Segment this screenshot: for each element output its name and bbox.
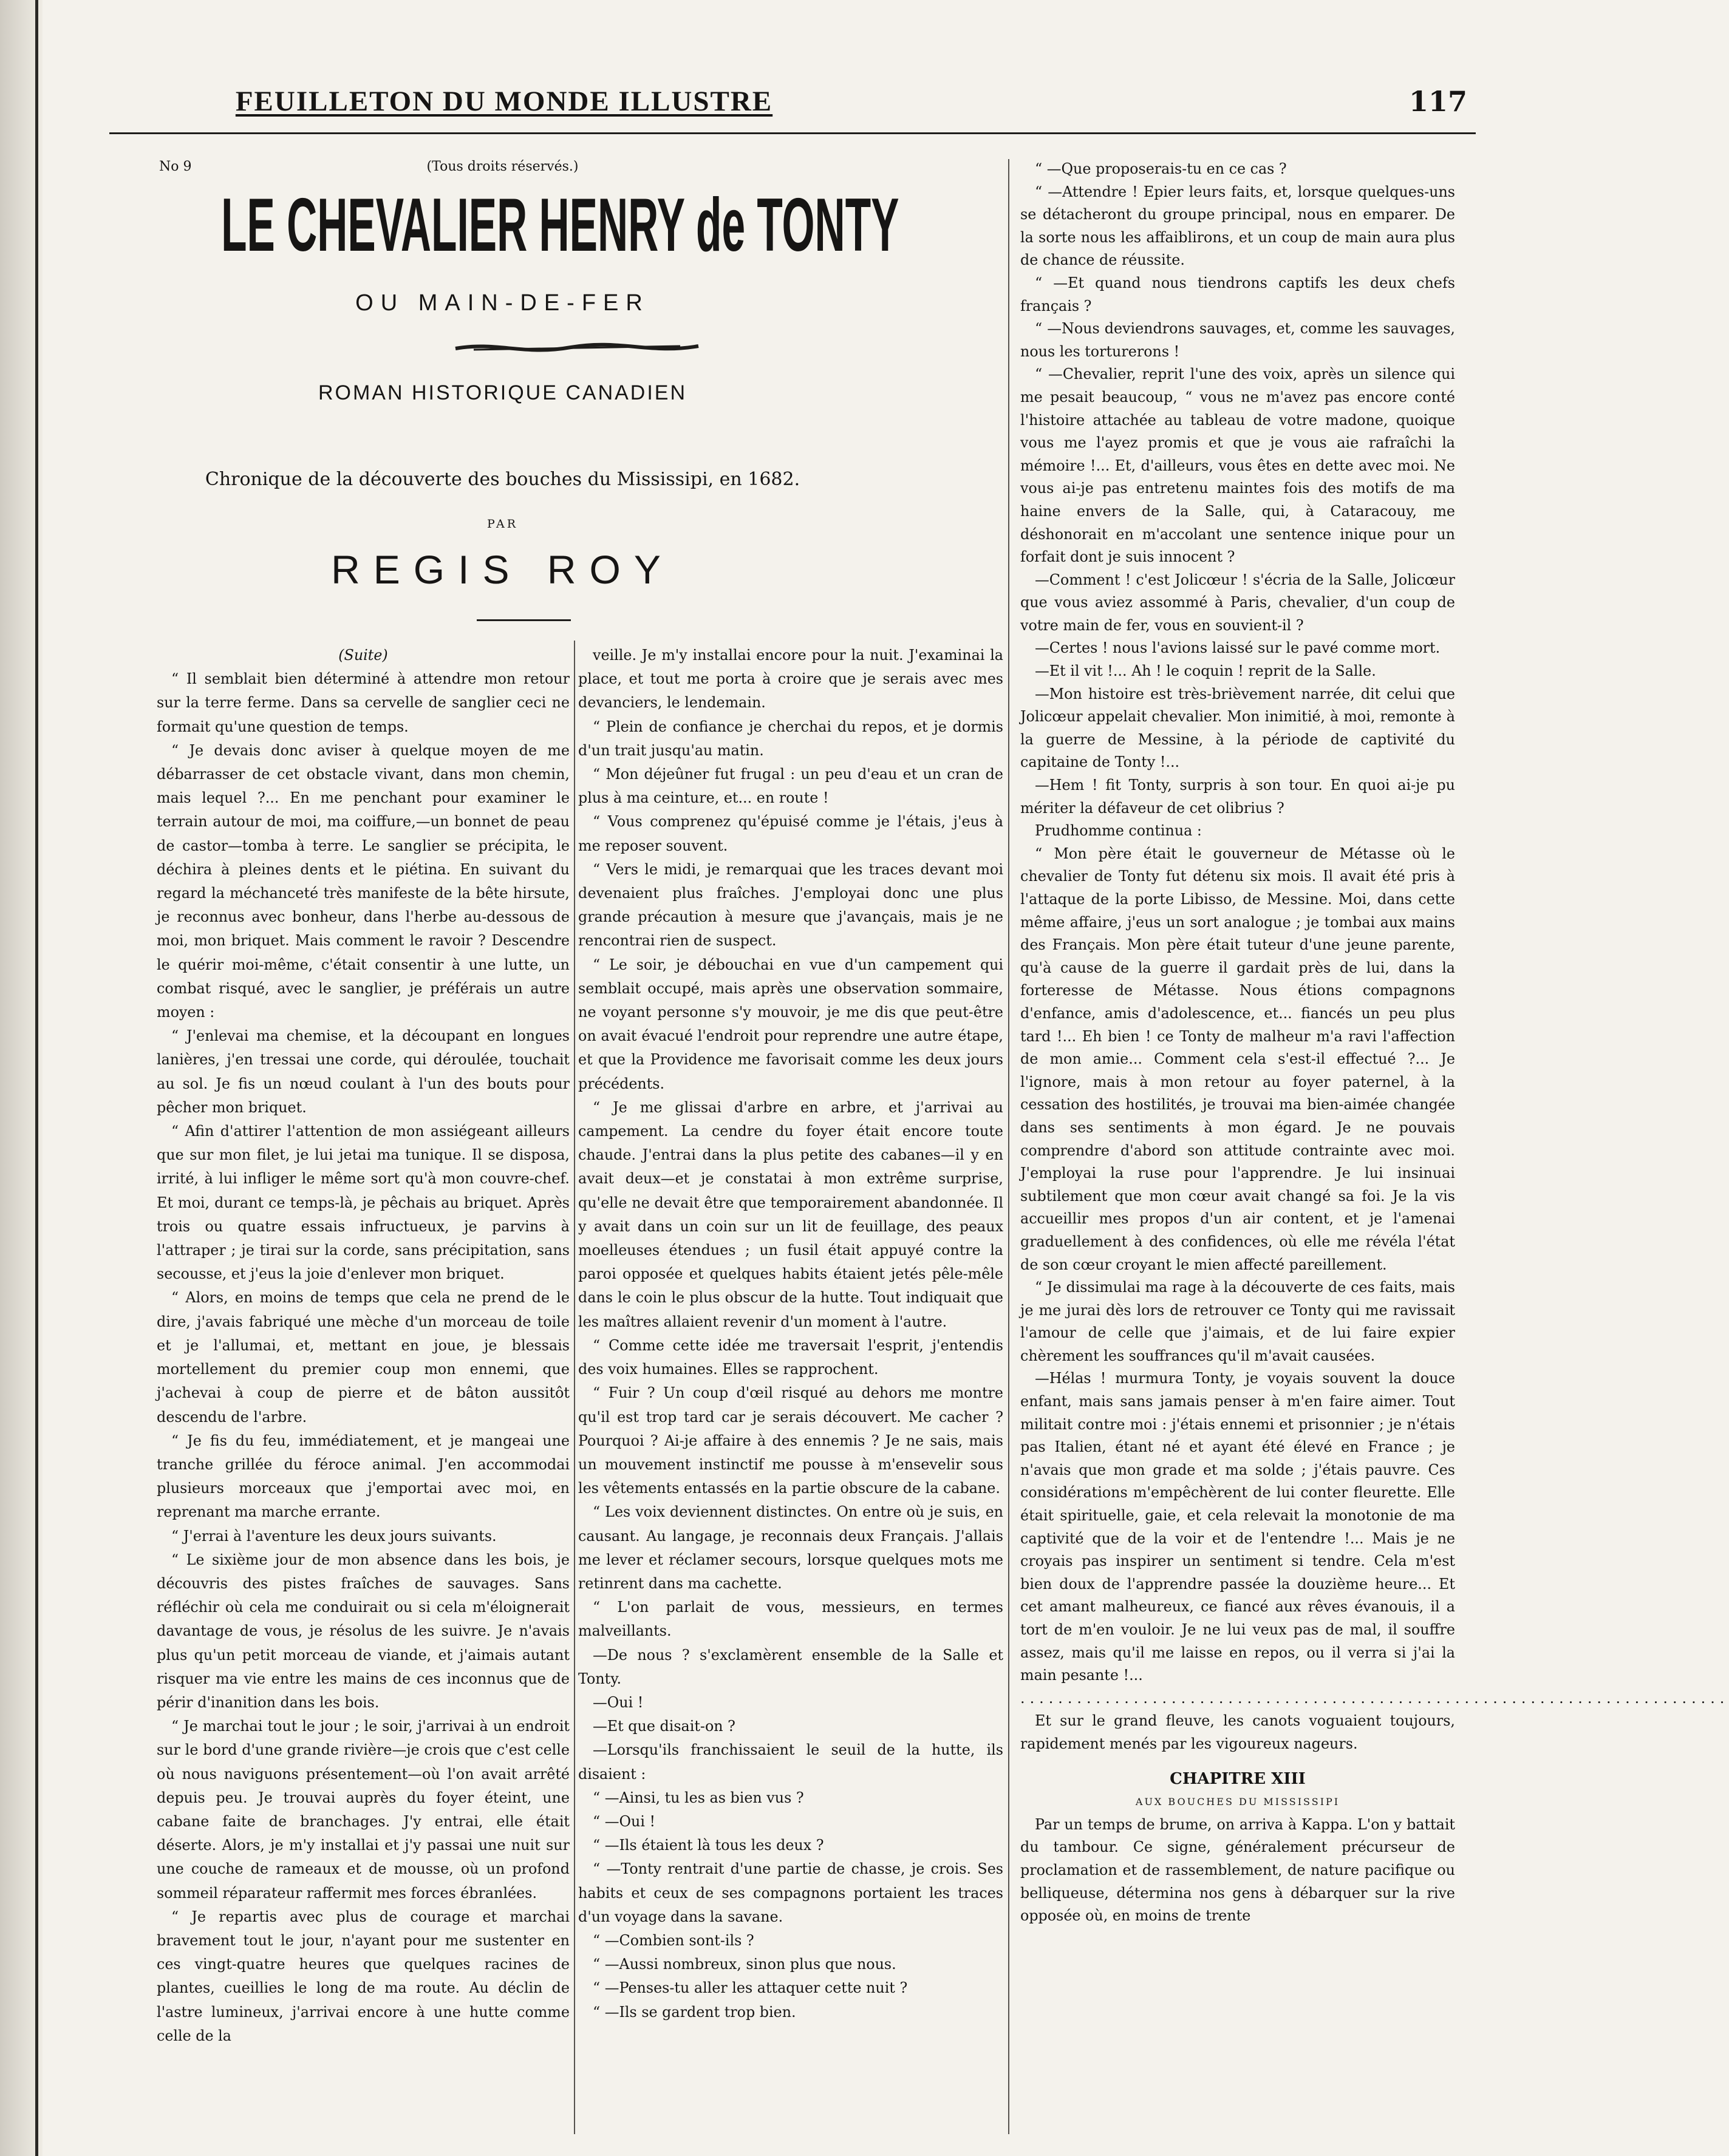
- genre-line: ROMAN HISTORIQUE CANADIEN: [318, 381, 687, 404]
- paragraph: “ —Combien sont-ils ?: [593, 1931, 754, 1949]
- dotted-separator: ...........................................................................: [1020, 1689, 1729, 1707]
- paragraph: “ —Ils étaient là tous les deux ?: [593, 1837, 824, 1854]
- paragraph: “ Vers le midi, je remarquai que les traces devant moi devenaient plus fraîches. J'employai donc une plus grande précaution à mesure que j'avançais, mais je ne rencontrai rien de suspect.: [578, 860, 1003, 950]
- chronicle-line: Chronique de la découverte des bouches du Mississipi, en 1682.: [205, 469, 800, 490]
- paragraph: Prudhomme continua :: [1035, 822, 1202, 840]
- novel-title: LE CHEVALIER HENRY de TONTY: [221, 183, 899, 267]
- running-header-title: FEUILLETON DU MONDE ILLUSTRE: [235, 86, 773, 117]
- novel-subtitle: OU MAIN-DE-FER: [355, 290, 650, 316]
- masthead-rule: [477, 619, 571, 621]
- paragraph: “ Je repartis avec plus de courage et marchai bravement tout le jour, n'ayant pour me sustenter en ces vingt-quatre heures que quelques racines de plantes, cueillies le long de ma route. Au déclin de l'astre lumineux, j'arrivai encore à une hutte comme celle de la: [157, 1908, 570, 2044]
- paragraph: —Lorsqu'ils franchissaient le seuil de la hutte, ils disaient :: [578, 1741, 1003, 1783]
- paragraph: —Hélas ! murmura Tonty, je voyais souvent la douce enfant, mais sans jamais penser à m'en faire aimer. Tout militait contre moi : j'étais ennemi et prisonnier ; je n'étais pas Italien, étant né et ayant été élevé en France ; je n'avais que mon grade et ma solde ; j'étais pauvre. Ces considérations m'empêchèrent de lui conter fleurette. Elle était spirituelle, gaie, et cela relevait la monotonie de ma captivité que de la voir et de l'entendre !... Mais je ne croyais pas inspirer un sentiment si tendre. Cela m'est bien doux de l'apprendre passée la douzième heure... Et cet amant malheureux, ce fiancé aux rêves évanouis, il a tort de m'en vouloir. Je ne lui veux pas de mal, il souffre assez, mais qu'il me laisse en repos, ou il verra si j'ai la main pesante !...: [1020, 1370, 1455, 1684]
- continued-label: (Suite): [338, 647, 388, 664]
- paragraph: “ Je devais donc aviser à quelque moyen de me débarrasser de cet obstacle vivant, dans mon chemin, mais lequel ?... En me penchant pour examiner le terrain autour de moi, ma coiffure,—un bonnet de peau de castor—tomba à terre. Le sanglier se précipita, le déchira à pleines dents et le piétina. En suivant du regard la méchanceté très manifeste de la bête hirsute, je reconnus avec bonheur, dans l'herbe au-dessous de moi, mon briquet. Mais comment le ravoir ? Descendre le quérir moi-même, c'était consentir à une lutte, un combat risqué, avec le sanglier, je préférais un autre moyen :: [157, 741, 570, 1021]
- paragraph: veille. Je m'y installai encore pour la nuit. J'examinai la place, et tout me porta à croire que je serais avec mes devanciers, le lendemain.: [578, 647, 1003, 712]
- paragraph: “ Je marchai tout le jour ; le soir, j'arrivai à un endroit sur le bord d'une grande rivière—je crois que c'est celle où nous naviguons présentement—où l'on avait arrêté depuis peu. Je trouvai auprès du foyer éteint, une cabane faite de branchages. J'y entrai, elle était déserte. Alors, je m'y installai et j'y passai une nuit sur une couche de rameaux et de mousse, où un profond sommeil réparateur raffermit mes forces ébranlées.: [157, 1718, 570, 1902]
- paragraph: Et sur le grand fleuve, les canots voguaient toujours, rapidement menés par les vigoureux nageurs.: [1020, 1712, 1455, 1752]
- paragraph: “ —Tonty rentrait d'une partie de chasse, je crois. Ses habits et ceux de ses compagnons portaient les traces d'un voyage dans la savane.: [578, 1860, 1003, 1925]
- paragraph: “ —Ainsi, tu les as bien vus ?: [593, 1789, 804, 1806]
- text-column-3: [1020, 158, 1729, 1928]
- par-label: PAR: [486, 517, 519, 531]
- paragraph: “ —Ils se gardent trop bien.: [593, 2003, 796, 2021]
- paragraph: “ Alors, en moins de temps que cela ne prend de le dire, j'avais fabriqué une mèche d'un morceau de toile et je l'allumai, et, mettant en joue, je blessais mortellement du premier coup mon ennemi, que j'achevai à coup de pierre et de bâton aussitôt descendu de l'arbre.: [157, 1289, 570, 1426]
- paragraph: “ Il semblait bien déterminé à attendre mon retour sur la terre ferme. Dans sa cervelle de sanglier ceci ne formait qu'une question de temps.: [157, 670, 570, 735]
- author-name: REGIS ROY: [331, 547, 674, 592]
- paragraph: “ Le soir, je débouchai en vue d'un campement qui semblait occupé, mais après une observation sommaire, ne voyant personne s'y mouvoir, je me dis que peut-être on avait évacué l'endroit pour reprendre une autre étape, et que la Providence me favorisait comme les deux jours précédents.: [578, 956, 1003, 1092]
- paragraph: “ J'errai à l'aventure les deux jours suivants.: [171, 1527, 497, 1545]
- paragraph: “ —Aussi nombreux, sinon plus que nous.: [593, 1956, 896, 1973]
- paragraph: —Et que disait-on ?: [593, 1718, 735, 1735]
- text-column-2: [578, 644, 1003, 2024]
- paragraph: “ —Oui !: [593, 1812, 656, 1830]
- paragraph: “ Je fis du feu, immédiatement, et je mangeai une tranche grillée du féroce animal. J'en accommodai plusieurs morceaux que j'emportai avec moi, en reprenant ma marche errante.: [157, 1432, 570, 1521]
- paragraph: “ Les voix deviennent distinctes. On entre où je suis, en causant. Au langage, je reconnais deux Français. J'allais me lever et réclamer secours, lorsque quelques mots me retinrent dans ma cachette.: [578, 1503, 1003, 1592]
- paragraph: —Et il vit !... Ah ! le coquin ! reprit de la Salle.: [1035, 662, 1376, 680]
- paragraph: “ J'enlevai ma chemise, et la découpant en longues lanières, j'en tressai une corde, qui déroulée, touchait au sol. Je fis un nœud coulant à l'un des bouts pour pêcher mon briquet.: [157, 1027, 570, 1116]
- paragraph: “ Afin d'attirer l'attention de mon assiégeant ailleurs que sur mon filet, je lui jetai ma tunique. Il se disposa, irrité, à lui infliger le même sort qu'à mon couvre-chef. Et moi, durant ce temps-là, je pêchais au briquet. Après trois ou quatre essais infructueux, je parvins à l'attraper ; je tirai sur la corde, sans précipitation, sans secousse, et j'eus la joie d'enlever mon briquet.: [157, 1123, 570, 1283]
- column-rule-1: [574, 641, 575, 2134]
- paragraph: —Certes ! nous l'avions laissé sur le pavé comme mort.: [1035, 639, 1441, 657]
- paragraph: “ Vous comprenez qu'épuisé comme je l'étais, j'eus à me reposer souvent.: [578, 813, 1003, 854]
- issue-number: No 9: [159, 159, 192, 174]
- paragraph: “ L'on parlait de vous, messieurs, en termes malveillants.: [578, 1599, 1003, 1640]
- paragraph: “ Comme cette idée me traversait l'esprit, j'entendis des voix humaines. Elles se rapprochent.: [578, 1336, 1003, 1378]
- text-column-1: [157, 644, 570, 2048]
- paragraph: “ Je dissimulai ma rage à la découverte de ces faits, mais je me jurai dès lors de retrouver ce Tonty qui me ravissait l'amour de celle que j'aimais, et de lui faire expier chèrement les souffrances qu'il m'avait causées.: [1020, 1279, 1455, 1364]
- paragraph: “ Plein de confiance je cherchai du repos, et je dormis d'un trait jusqu'au matin.: [578, 718, 1003, 759]
- decorative-flourish: [449, 335, 704, 359]
- paragraph: “ —Que proposerais-tu en ce cas ?: [1035, 160, 1287, 177]
- chapter-subtitle: AUX BOUCHES DU MISSISSIPI: [1135, 1796, 1340, 1808]
- paragraph: —Hem ! fit Tonty, surpris à son tour. En quoi ai-je pu mériter la défaveur de cet olibrius ?: [1020, 777, 1455, 817]
- chapter-paragraph: Par un temps de brume, on arriva à Kappa. L'on y battait du tambour. Ce signe, généralement précurseur de proclamation et de rassemblement, de nature pacifique ou belliqueuse, détermina nos gens à débarquer sur la rive opposée où, en moins de trente: [1020, 1815, 1455, 1925]
- paragraph: “ Fuir ? Un coup d'œil risqué au dehors me montre qu'il est trop tard car je serais découvert. Me cacher ? Pourquoi ? Ai-je affaire à des ennemis ? Je ne sais, mais un mouvement instinctif me pousse à m'ensevelir sous les vêtements entassés en la partie obscure de la cabane.: [578, 1384, 1003, 1497]
- paragraph: “ Mon père était le gouverneur de Métasse où le chevalier de Tonty fut détenu six mois. Il avait été pris à l'attaque de la porte Libisso, de Messine. Moi, dans cette même affaire, j'eus un sort analogue ; je tombai aux mains des Français. Mon père était tuteur d'une jeune parente, qu'à cause de la guerre il gardait près de lui, dans la forteresse de Métasse. Nous étions compagnons d'enfance, amis d'adolescence, et... fiancés un peu plus tard !... Eh bien ! ce Tonty de malheur m'a ravi l'affection de mon amie... Comment cela s'est-il effectué ?... Je l'ignore, mais à mon retour au foyer paternel, à la cessation des hostilités, je trouvai ma bien-aimée changée dans ses sentiments à mon égard. Je ne pouvais comprendre d'abord son attitude contrainte avec moi. J'employai la ruse pour l'apprendre. Je lui insinuai subtilement que mon cœur avait changé sa foi. Je la vis accueillir mes propos d'un air content, et je l'amenai graduellement à des confidences, où elle me révéla l'état de son cœur croyant le mien affecté pareillement.: [1020, 845, 1455, 1273]
- paragraph: “ Mon déjeûner fut frugal : un peu d'eau et un cran de plus à ma ceinture, et... en route !: [578, 766, 1003, 807]
- page-number: 117: [1409, 85, 1468, 118]
- header-rule: [109, 132, 1476, 134]
- paragraph: “ Je me glissai d'arbre en arbre, et j'arrivai au campement. La cendre du foyer était encore toute chaude. J'entrai dans la plus petite des cabanes—il y en avait deux—et je constatai à mon extrême surprise, qu'elle ne devait être que temporairement abandonnée. Il y avait dans un coin sur un lit de feuillage, des peaux moelleuses étendues ; un fusil était appuyé contre la paroi opposée et quelques habits étaient jetés pêle-mêle dans le coin le plus obscur de la hutte. Tout indiquait que les maîtres allaient revenir d'un moment à l'autre.: [578, 1098, 1003, 1330]
- column-rule-2: [1008, 159, 1009, 2134]
- paragraph: “ —Chevalier, reprit l'une des voix, après un silence qui me pesait beaucoup, “ vous ne m'avez pas encore conté l'histoire attachée au tableau de votre madone, quoique vous me l'ayez promis et que je vous aie rafraîchi la mémoire !... Et, d'ailleurs, vous êtes en dette avec moi. Ne vous ai-je pas entretenu maintes fois des motifs de ma haine envers de la Salle, qui, à Cataracouy, me déshonorait en m'accolant une sentence inique pour un forfait dont je suis innocent ?: [1020, 366, 1455, 566]
- binding-line: [35, 0, 38, 2156]
- paragraph: —De nous ? s'exclamèrent ensemble de la Salle et Tonty.: [578, 1646, 1003, 1687]
- paragraph: “ —Penses-tu aller les attaquer cette nuit ?: [593, 1979, 908, 1997]
- paragraph: “ —Nous deviendrons sauvages, et, comme les sauvages, nous les torturerons !: [1020, 320, 1455, 360]
- paragraph: —Mon histoire est très-brièvement narrée, dit celui que Jolicœur appelait chevalier. Mon inimitié, à moi, remonte à la guerre de Messine, à la période de captivité du capitaine de Tonty !...: [1020, 685, 1455, 771]
- chapter-title: CHAPITRE XIII: [1170, 1769, 1306, 1788]
- paragraph: —Comment ! c'est Jolicœur ! s'écria de la Salle, Jolicœur que vous aviez assommé à Paris, chevalier, d'un coup de votre main de fer, vous en souvient-il ?: [1020, 571, 1455, 634]
- paragraph: “ —Et quand nous tiendrons captifs les deux chefs français ?: [1020, 274, 1455, 315]
- paragraph: “ —Attendre ! Epier leurs faits, et, lorsque quelques-uns se détacheront du groupe principal, nous en emparer. De la sorte nous les affaiblirons, et un coup de main aura plus de chance de réussite.: [1020, 183, 1455, 269]
- rights-notice: (Tous droits réservés.): [426, 159, 579, 174]
- paragraph: “ Le sixième jour de mon absence dans les bois, je découvris des pistes fraîches de sauvages. Sans réfléchir où cela me conduirait ou si cela m'éloignerait davantage de vous, je résolus de les suivre. Je n'avais plus qu'un petit morceau de viande, et j'aimais autant risquer ma vie entre les mains de ces inconnus que de périr d'inanition dans les bois.: [157, 1551, 570, 1711]
- paragraph: —Oui !: [593, 1693, 644, 1711]
